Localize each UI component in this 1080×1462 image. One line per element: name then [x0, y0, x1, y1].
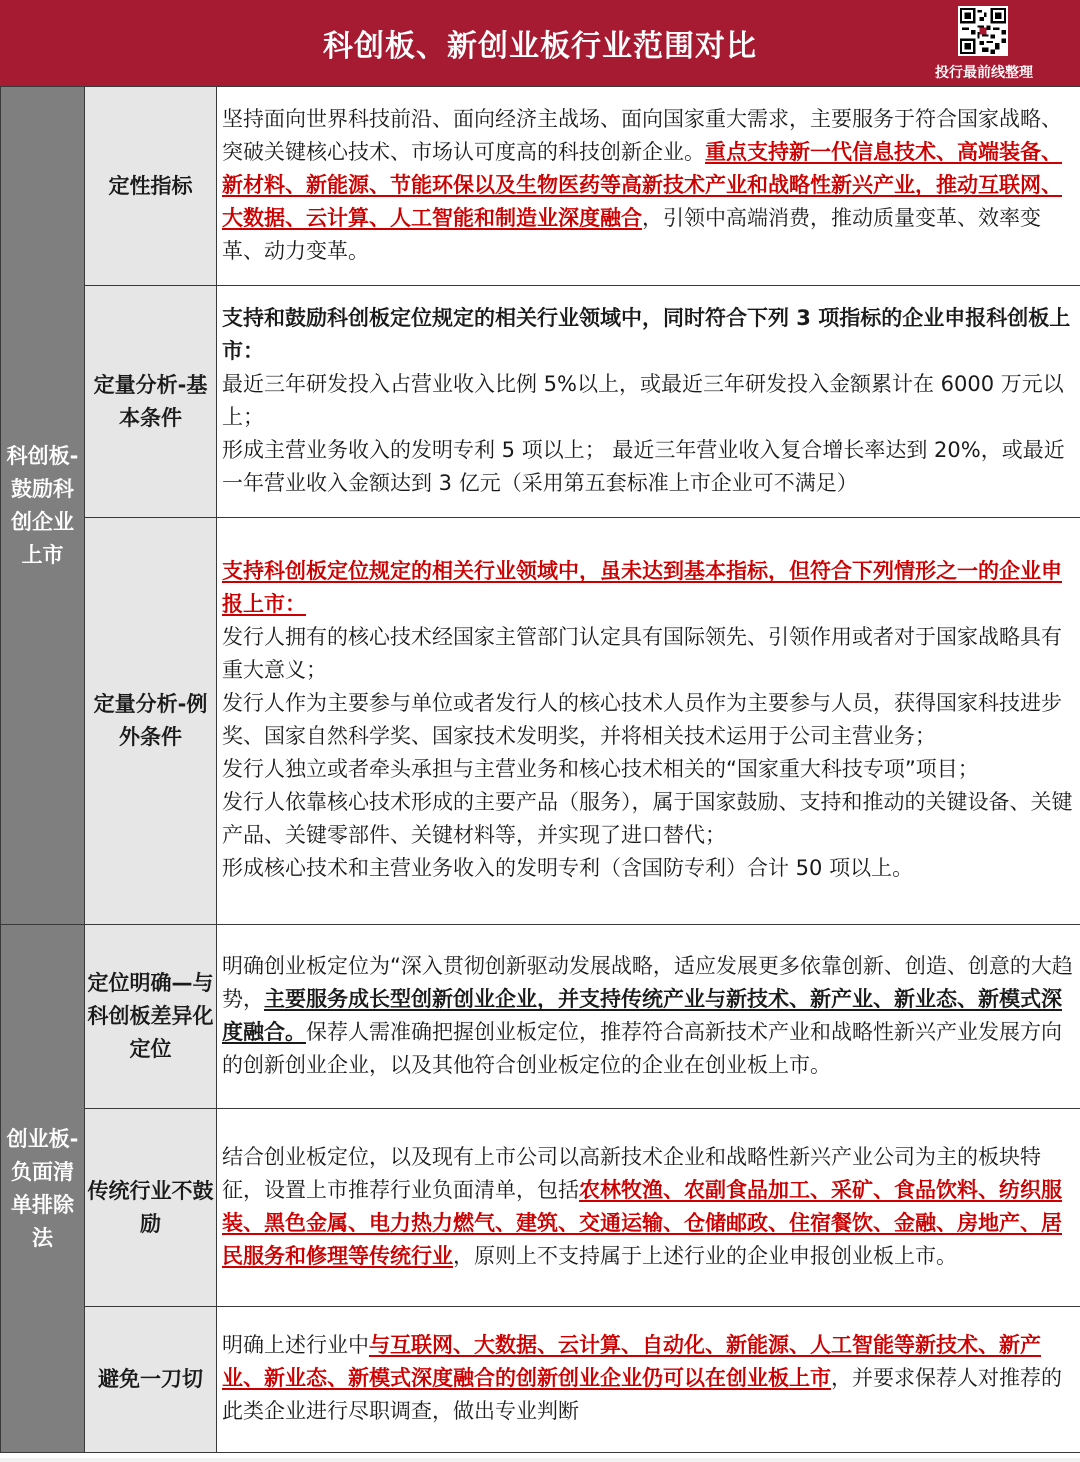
table-row: [1, 1109, 1080, 1307]
category-cell: 传统行业不鼓励: [85, 1109, 217, 1307]
content-heading: 支持和鼓励科创板定位规定的相关行业领域中，同时符合下列 3 项指标的企业申报科创板上市：: [222, 305, 1071, 363]
header-banner: [0, 0, 1080, 86]
content-cell: [217, 518, 1080, 925]
table-row: [1, 87, 1080, 286]
content-cell: [217, 925, 1080, 1109]
section-label-chinext: 创业板-负面清单排除法: [1, 925, 85, 1453]
content-text: 发行人拥有的核心技术经国家主管部门认定具有国际领先、引领作用或者对于国家战略具有重大意义；: [222, 625, 1062, 682]
content-cell: [217, 1109, 1080, 1307]
content-text: 结合创业板定位，以及现有上市公司以高新技术企业和战略性新兴产业公司为主的板块特征，设置上市推荐行业负面清单，包括: [222, 1144, 1041, 1202]
content-text: 明确创业板定位为“深入贯彻创新驱动发展战略，适应发展更多依靠创新、创造、创意的大趋势，: [222, 953, 1073, 1011]
highlighted-text: 与互联网、大数据、云计算、自动化、新能源、人工智能等新技术、新产业、新业态、新模式深度融合的创新创业企业仍可以在创业板上市: [222, 1333, 1041, 1390]
highlighted-text: 重点支持新一代信息技术、高端装备、新材料、新能源、节能环保以及生物医药等高新技术产业和战略性新兴产业，推动互联网、大数据、云计算、人工智能和制造业深度融合: [222, 139, 1062, 230]
category-cell: 避免一刀切: [85, 1307, 217, 1453]
table-row: [1, 518, 1080, 925]
table-row: [1, 925, 1080, 1109]
content-text: 发行人作为主要参与单位或者发行人的核心技术人员作为主要参与人员，获得国家科技进步奖、国家自然科学奖、国家技术发明奖，并将相关技术运用于公司主营业务；: [222, 691, 1062, 748]
content-text: 形成核心技术和主营业务收入的发明专利（含国防专利）合计 50 项以上。: [222, 856, 914, 880]
qr-code-icon: [958, 6, 1008, 56]
content-text: 明确上述行业中: [222, 1333, 369, 1357]
table-row: [1, 1307, 1080, 1453]
content-text: 发行人独立或者牵头承担与主营业务和核心技术相关的“国家重大科技专项”项目；: [222, 757, 979, 781]
highlighted-text: 支持科创板定位规定的相关行业领域中，虽未达到基本指标，但符合下列情形之一的企业申报上市：: [222, 559, 1062, 616]
table-row: [1, 286, 1080, 518]
page-title: 科创板、新创业板行业范围对比: [323, 29, 757, 64]
bottom-divider: [0, 1458, 1080, 1462]
content-cell: [217, 87, 1080, 286]
brand-label: 投行最前线整理: [935, 65, 1033, 81]
content-cell: [217, 286, 1080, 518]
comparison-table: [0, 86, 1080, 1453]
content-text: ，并要求保荐人对推荐的此类企业进行尽职调查，做出专业判断: [222, 1366, 1062, 1423]
content-cell: [217, 1307, 1080, 1453]
section-label-star-market: 科创板-鼓励科创企业上市: [1, 87, 85, 925]
content-text: ，原则上不支持属于上述行业的企业申报创业板上市。: [453, 1243, 957, 1268]
bold-underlined-text: 主要服务成长型创新创业企业，并支持传统产业与新技术、新产业、新业态、新模式深度融合。: [222, 986, 1062, 1044]
category-cell: 定位明确—与科创板差异化定位: [85, 925, 217, 1109]
content-text: 最近三年研发投入占营业收入比例 5%以上，或最近三年研发投入金额累计在 6000 万元以上；: [222, 371, 1064, 429]
content-text: ，引领中高端消费，推动质量变革、效率变革、动力变革。: [222, 205, 1041, 263]
content-text: 发行人依靠核心技术形成的主要产品（服务），属于国家鼓励、支持和推动的关键设备、关键产品、关键零部件、关键材料等，并实现了进口替代；: [222, 790, 1073, 847]
category-cell: 定量分析-例外条件: [85, 518, 217, 925]
category-cell: 定性指标: [85, 87, 217, 286]
category-cell: 定量分析-基本条件: [85, 286, 217, 518]
highlighted-text: 农林牧渔、农副食品加工、采矿、食品饮料、纺织服装、黑色金属、电力热力燃气、建筑、交通运输、仓储邮政、住宿餐饮、金融、房地产、居民服务和修理等传统行业: [222, 1177, 1062, 1268]
content-text: 保荐人需准确把握创业板定位，推荐符合高新技术产业和战略性新兴产业发展方向的创新创业企业，以及其他符合创业板定位的企业在创业板上市。: [222, 1019, 1062, 1077]
content-text: 形成主营业务收入的发明专利 5 项以上； 最近三年营业收入复合增长率达到 20%，或最近一年营业收入金额达到 3 亿元（采用第五套标准上市企业可不满足）: [222, 437, 1065, 495]
content-text: 坚持面向世界科技前沿、面向经济主战场、面向国家重大需求，主要服务于符合国家战略、突破关键核心技术、市场认可度高的科技创新企业。: [222, 106, 1062, 164]
